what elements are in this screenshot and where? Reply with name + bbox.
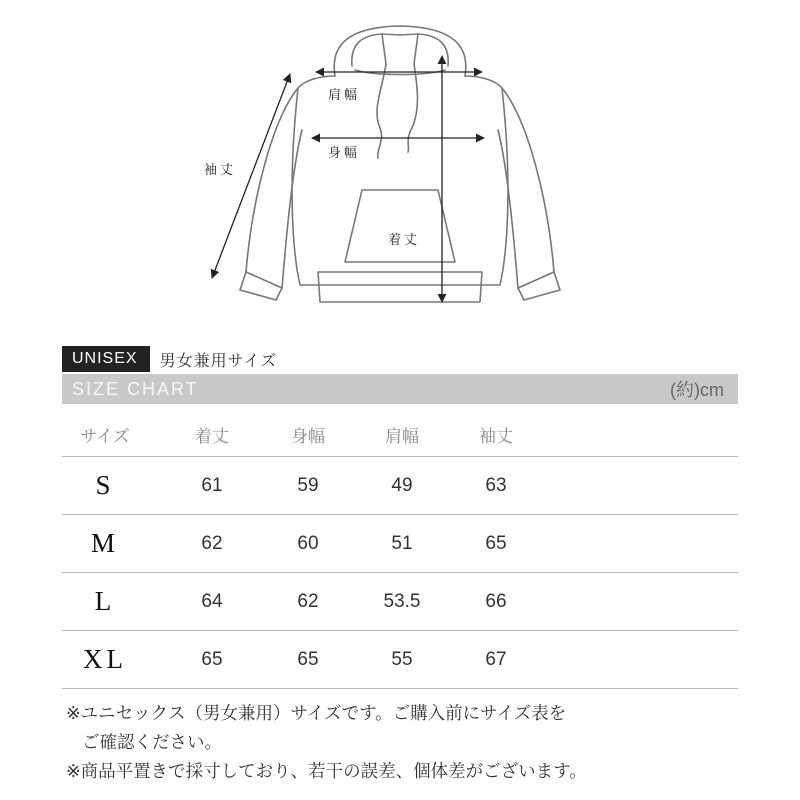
- header-size: サイズ: [80, 426, 130, 447]
- table-row: [62, 631, 738, 689]
- table-row: [62, 573, 738, 631]
- value-length: 62: [201, 532, 223, 554]
- label-body-width: 身幅: [328, 146, 361, 161]
- header-length: 着丈: [195, 426, 229, 447]
- value-body-width: 60: [297, 532, 319, 554]
- note-unisex-continued: ご確認ください。: [82, 733, 222, 753]
- hoodie-illustration: [0, 0, 800, 330]
- size-label: M: [90, 528, 119, 558]
- value-shoulder-width: 55: [391, 648, 413, 670]
- table-header-row: [62, 412, 738, 457]
- value-length: 64: [201, 590, 223, 612]
- value-body-width: 59: [297, 474, 319, 496]
- unisex-subtitle: 男女兼用サイズ: [159, 350, 278, 370]
- table-row: [62, 457, 738, 515]
- unisex-header: [62, 346, 277, 372]
- value-shoulder-width: 53.5: [383, 590, 421, 612]
- header-shoulder-width: 肩幅: [385, 426, 419, 447]
- table-row: [62, 515, 738, 573]
- note-measurement: ※商品平置きで採寸しており、若干の誤差、個体差がございます。: [66, 762, 587, 782]
- unisex-badge: UNISEX: [62, 346, 150, 372]
- size-chart-title: SIZE CHART: [72, 378, 199, 399]
- label-sleeve-length: 袖丈: [204, 163, 237, 178]
- value-sleeve-length: 66: [485, 590, 507, 612]
- header-body-width: 身幅: [291, 426, 325, 447]
- value-shoulder-width: 49: [391, 474, 413, 496]
- value-length: 61: [201, 474, 223, 496]
- size-chart-bar: [62, 374, 738, 404]
- size-table: [62, 412, 738, 689]
- value-sleeve-length: 65: [485, 532, 507, 554]
- value-body-width: 65: [297, 648, 319, 670]
- unit-label: (約)cm: [670, 380, 724, 400]
- size-label: S: [95, 470, 115, 500]
- label-length: 着丈: [388, 233, 421, 248]
- value-shoulder-width: 51: [391, 532, 413, 554]
- notes: [66, 700, 746, 787]
- size-label: L: [94, 586, 116, 616]
- size-label: XL: [83, 644, 127, 674]
- value-sleeve-length: 63: [485, 474, 507, 496]
- label-shoulder-width: 肩幅: [328, 88, 361, 103]
- hoodie-diagram: [0, 0, 800, 330]
- header-sleeve-length: 袖丈: [479, 426, 513, 447]
- value-sleeve-length: 67: [485, 648, 507, 670]
- note-unisex: ※ユニセックス（男女兼用）サイズです。ご購入前にサイズ表を: [66, 704, 567, 724]
- value-length: 65: [201, 648, 223, 670]
- value-body-width: 62: [297, 590, 319, 612]
